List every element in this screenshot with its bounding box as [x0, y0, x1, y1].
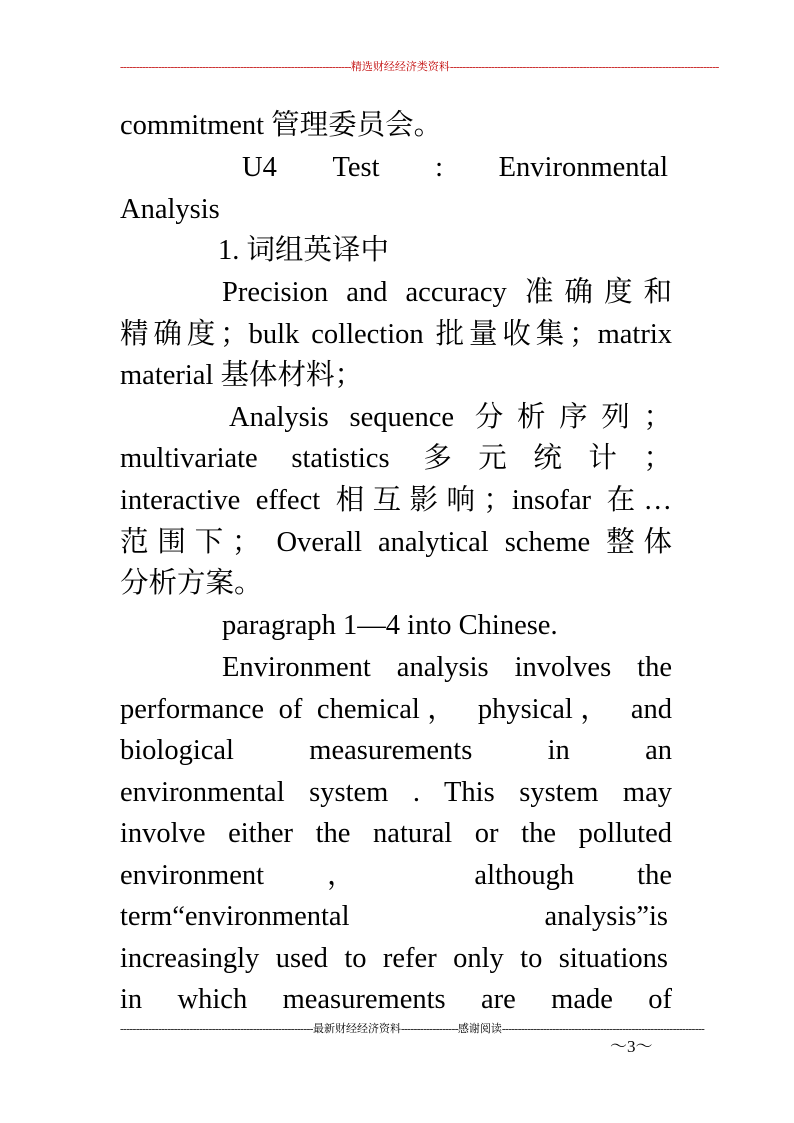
instruction-line: paragraph 1—4 into Chinese.: [222, 610, 558, 641]
text-line: commitment 管理委员会。: [120, 110, 443, 141]
title-word: :: [435, 152, 444, 183]
text-line: 精确度；bulk collection 批量收集；matrix: [120, 319, 672, 350]
title-word: U4: [242, 152, 277, 183]
footer-rule-right: ----------------------------------------------------------------: [501, 1023, 705, 1035]
header-rule-left: -------------------------------------------------------------------------: [120, 61, 351, 73]
footer-rule-left: -------------------------------------------------------------: [120, 1023, 313, 1035]
text-line: interactive effect 相互影响；insofar 在…: [120, 485, 672, 516]
page-header: [120, 60, 719, 74]
header-text: 精选财经经济类资料: [350, 60, 450, 73]
text-line: Analysis sequence 分析序列；: [229, 402, 672, 433]
text-line: environment ， although the: [120, 860, 672, 891]
section-title-cont: Analysis: [120, 194, 220, 225]
footer-text-2: 感谢阅读: [457, 1022, 502, 1035]
section-title: [242, 150, 668, 186]
text-line: multivariate statistics 多元统计；: [120, 443, 672, 474]
text-line: involve either the natural or the polluted: [120, 818, 672, 849]
text-line: in which measurements are made of: [120, 984, 672, 1015]
page-footer: [120, 1022, 705, 1036]
text-line: increasingly used to refer only to situations: [120, 943, 668, 974]
text-line: Precision and accuracy 准确度和: [222, 277, 672, 308]
text-line: 范围下； Overall analytical scheme 整体: [120, 527, 672, 558]
text-line: Environment analysis involves the: [222, 652, 672, 683]
title-word: Environmental: [498, 152, 668, 183]
text-line: biological measurements in an: [120, 735, 672, 766]
text-line: 分析方案。: [120, 568, 263, 599]
footer-text-1: 最新财经经济资料: [312, 1022, 401, 1035]
page-number: ～3～: [610, 1037, 653, 1056]
text-line: performance of chemical， physical， and: [120, 694, 672, 725]
text-line: environmental system . This system may: [120, 777, 672, 808]
text-line: material 基体材料；: [120, 360, 363, 391]
title-word: Test: [332, 152, 380, 183]
header-rule-right: -------------------------------------------------------------------------------------: [449, 61, 719, 73]
exercise-heading: 1. 词组英译中: [218, 235, 390, 266]
footer-rule-mid: ------------------: [400, 1023, 458, 1035]
text-line: term“environmental analysis”is: [120, 901, 668, 932]
